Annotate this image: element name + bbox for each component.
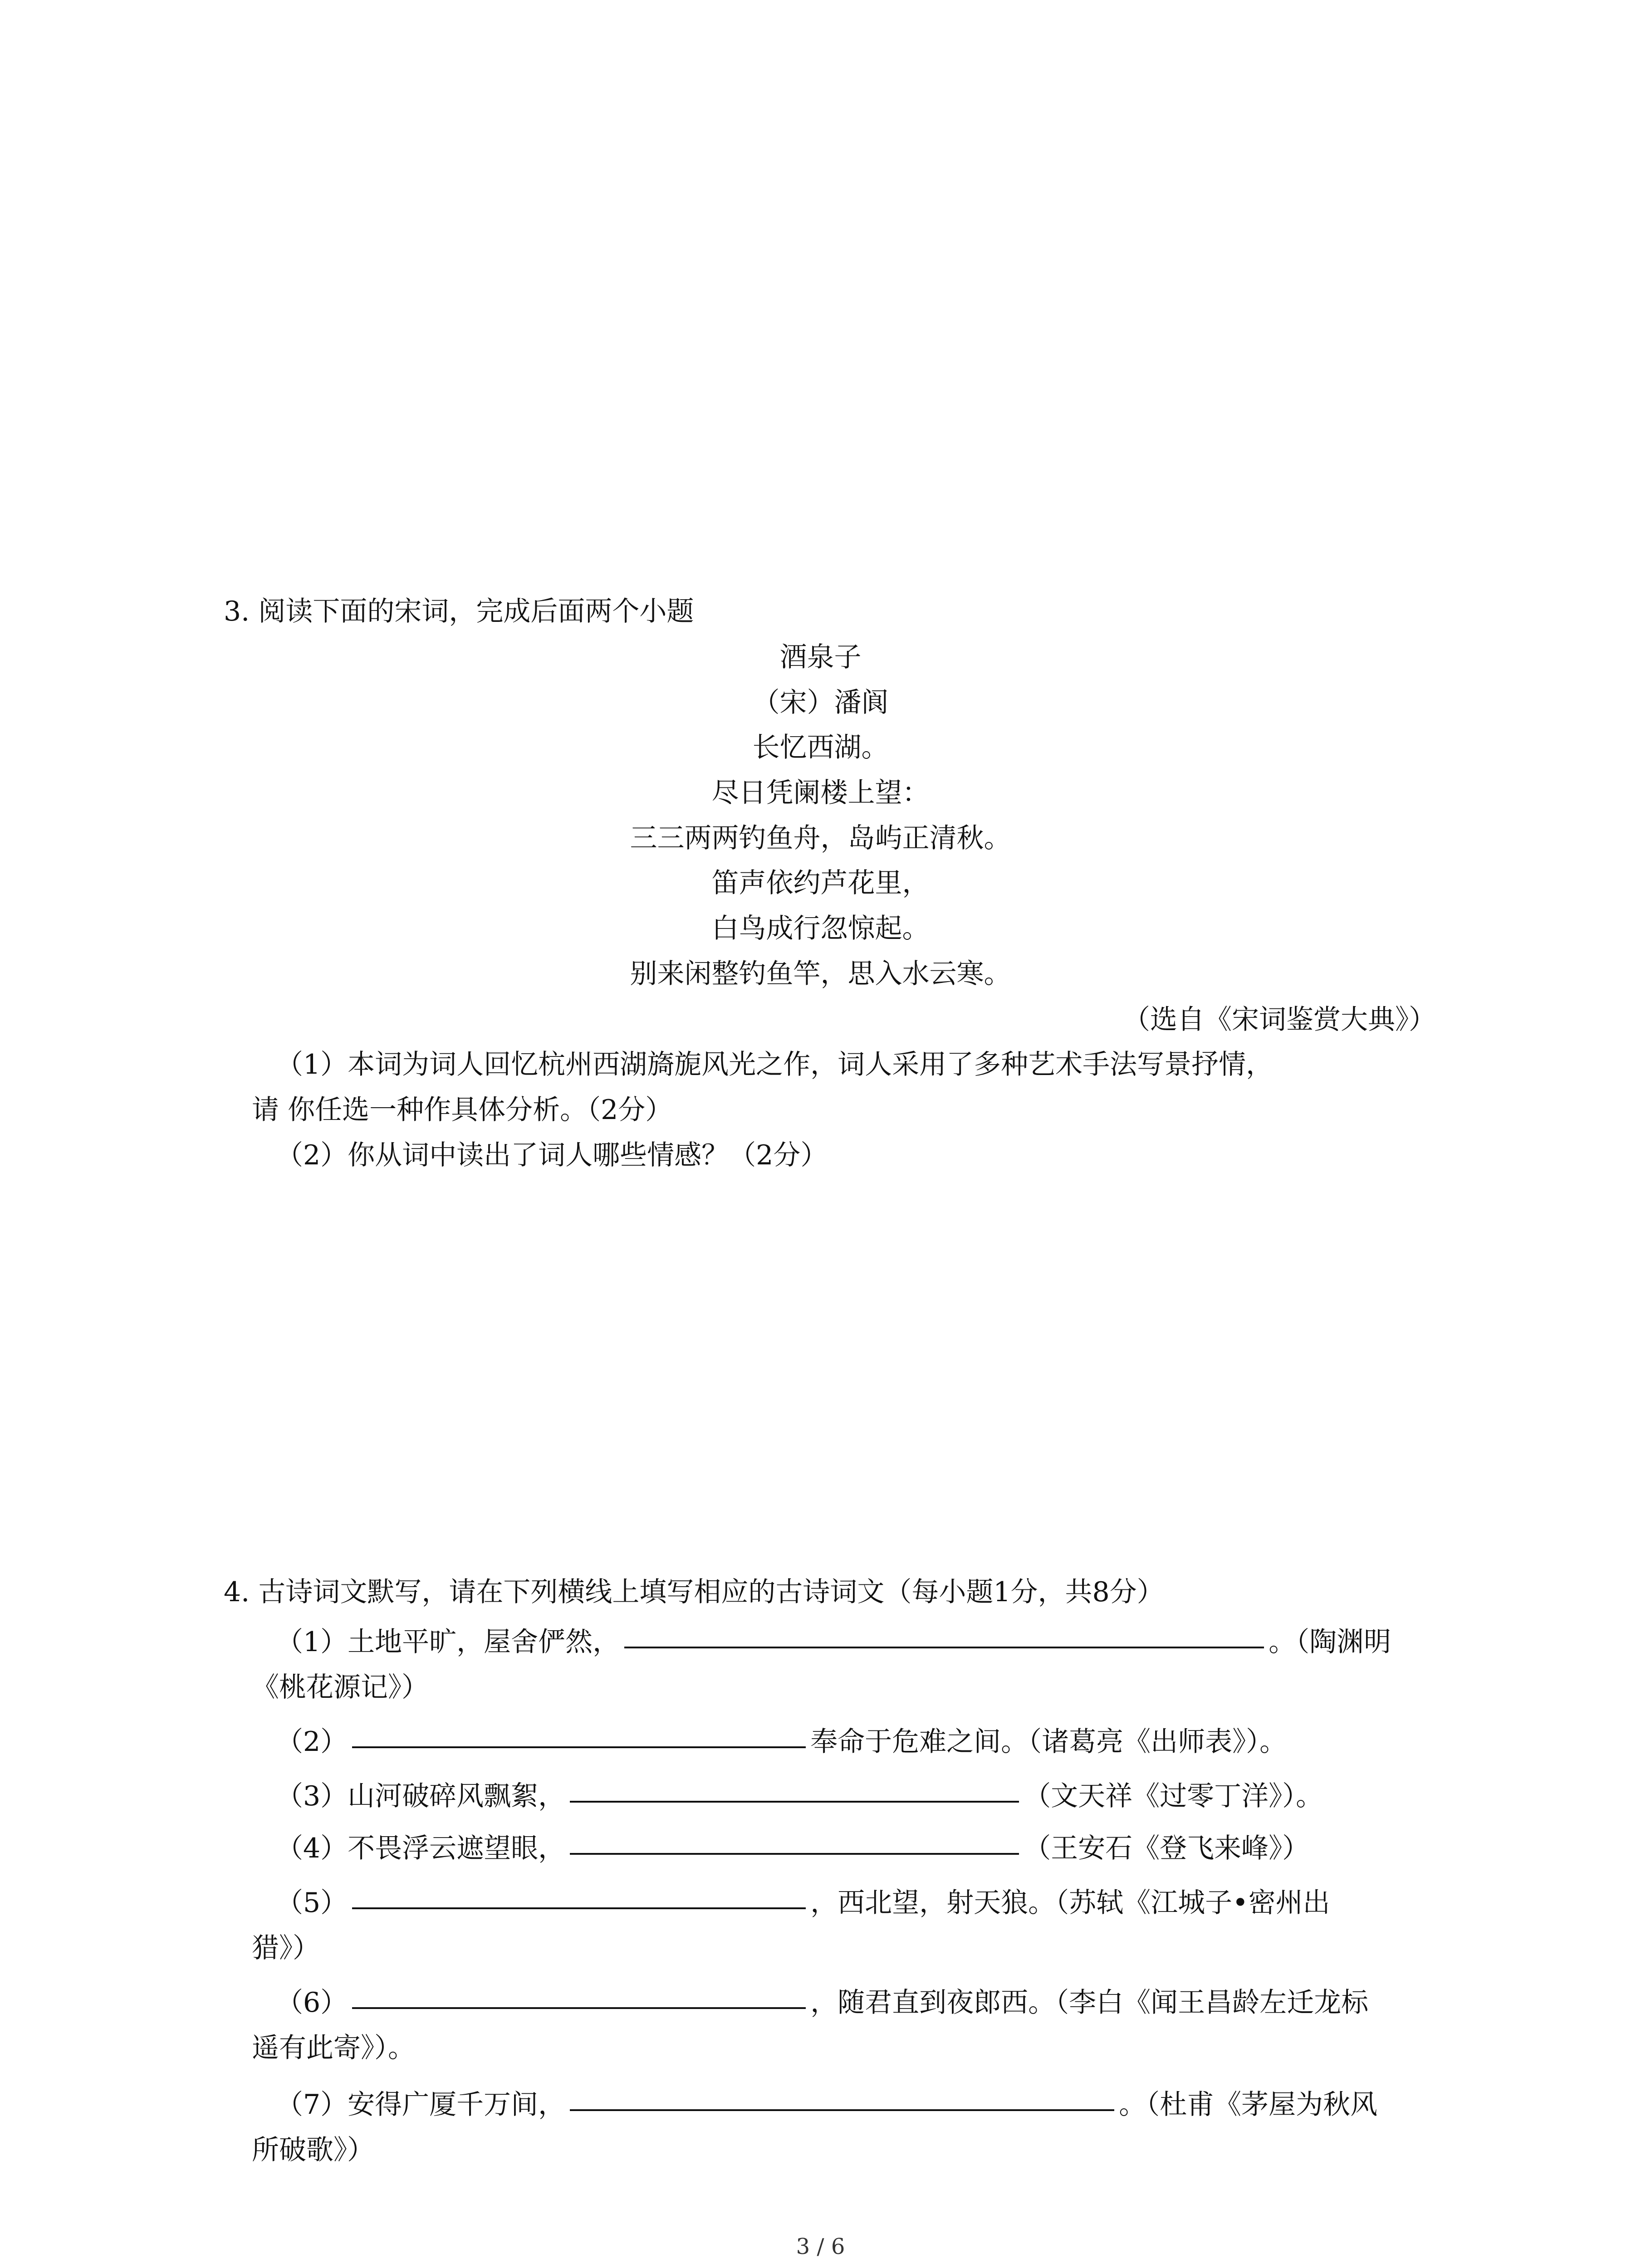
- fill-item-5: [276, 1887, 1330, 1919]
- fill-item-suffix: 奉命于危难之间。（诸葛亮《出师表》）。: [810, 1726, 1287, 1758]
- fill-item-prefix: （5）: [276, 1887, 348, 1919]
- fill-item-prefix: （3）山河破碎风飘絮，: [276, 1780, 566, 1812]
- question-3-sub-2: （2）你从词中读出了词人哪些情感？（2分）: [276, 1139, 828, 1171]
- question-3-sub-1-line-1: （1）本词为词人回忆杭州西湖旖旎风光之作，词人采用了多种艺术手法写景抒情，: [276, 1049, 1274, 1080]
- fill-item-suffix: （文天祥《过零丁洋》）。: [1024, 1780, 1323, 1812]
- fill-item-prefix: （1）土地平旷，屋舍俨然，: [276, 1626, 620, 1658]
- fill-item-prefix: （6）: [276, 1987, 348, 2019]
- page-number: 3 / 6: [796, 2234, 845, 2259]
- poem-line: 三三两两钓鱼舟，岛屿正清秋。: [630, 822, 1011, 854]
- fill-item-suffix: （王安石《登飞来峰》）: [1024, 1833, 1310, 1864]
- fill-item-4: [276, 1832, 1309, 1865]
- poem-author: （宋）潘阆: [752, 687, 889, 719]
- fill-item-suffix: ，西北望，射天狼。（苏轼《江城子•密州出: [810, 1887, 1330, 1919]
- answer-blank[interactable]: [352, 2007, 806, 2009]
- poem-title: 酒泉子: [779, 641, 862, 673]
- fill-item-suffix: ，随君直到夜郎西。（李白《闻王昌龄左迁龙标: [810, 1987, 1369, 2019]
- fill-item-3: [276, 1780, 1323, 1813]
- fill-item-1: [276, 1626, 1391, 1658]
- fill-item-2: [276, 1725, 1287, 1758]
- poem-line: 长忆西湖。: [752, 732, 889, 763]
- answer-blank[interactable]: [570, 2109, 1114, 2111]
- answer-blank[interactable]: [570, 1853, 1019, 1855]
- poem-line: 别来闲整钓鱼竿，思入水云寒。: [630, 958, 1011, 990]
- poem-line: 笛声依约芦花里，: [711, 867, 930, 899]
- fill-item-prefix: （7）安得广厦千万间，: [276, 2089, 566, 2121]
- fill-item-prefix: （2）: [276, 1726, 348, 1758]
- fill-item-suffix: 。（陶渊明: [1269, 1626, 1391, 1658]
- answer-blank[interactable]: [352, 1907, 806, 1909]
- fill-item-continuation: 猎》）: [252, 1932, 320, 1964]
- fill-item-prefix: （4）不畏浮云遮望眼，: [276, 1833, 566, 1864]
- question-4-title: 4. 古诗词文默写，请在下列横线上填写相应的古诗词文（每小题1分，共8分）: [224, 1576, 1164, 1608]
- fill-item-suffix: 。（杜甫《茅屋为秋风: [1119, 2089, 1378, 2121]
- fill-item-7: [276, 2088, 1377, 2121]
- fill-item-continuation: 所破歌》）: [252, 2134, 374, 2166]
- answer-blank[interactable]: [624, 1646, 1264, 1648]
- fill-item-continuation: 遥有此寄》）。: [252, 2032, 415, 2064]
- answer-blank[interactable]: [352, 1746, 806, 1748]
- fill-item-6: [276, 1986, 1368, 2019]
- fill-item-continuation: 《桃花源记》）: [252, 1672, 429, 1703]
- poem-source: （选自《宋词鉴赏大典》）: [1123, 1004, 1436, 1036]
- poem-line: 白鸟成行忽惊起。: [711, 913, 930, 944]
- poem-line: 尽日凭阑楼上望：: [711, 777, 930, 809]
- answer-blank[interactable]: [570, 1800, 1019, 1803]
- question-3-title: 3. 阅读下面的宋词，完成后面两个小题: [224, 596, 694, 627]
- question-3-sub-1-line-2: 请 你任选一种作具体分析。（2分）: [252, 1094, 673, 1126]
